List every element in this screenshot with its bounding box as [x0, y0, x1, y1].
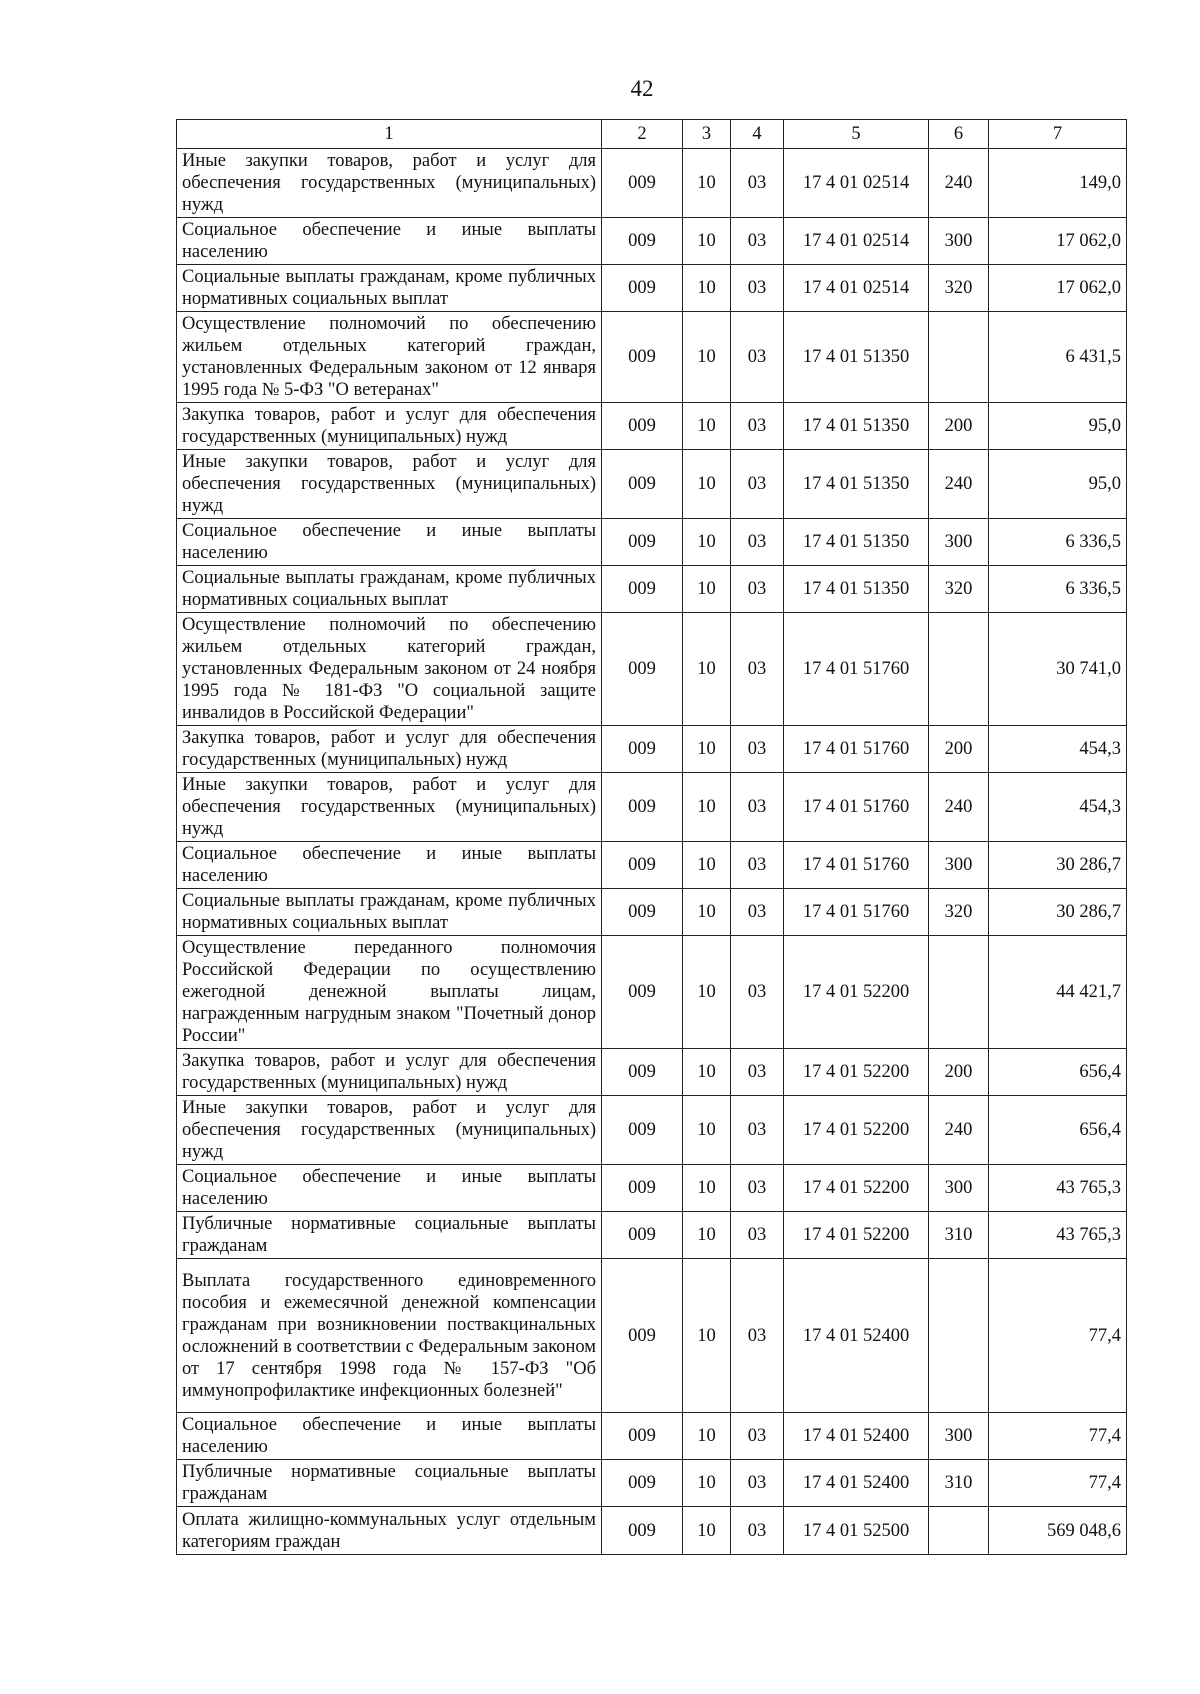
row-amount-cell: 149,0: [989, 149, 1127, 218]
table-row: [177, 613, 1127, 726]
table-row: [177, 936, 1127, 1049]
row-section-cell: 10: [683, 1212, 731, 1259]
row-subsection-cell: 03: [731, 613, 784, 726]
row-ved-cell: 009: [602, 1212, 683, 1259]
row-section-cell: 10: [683, 1049, 731, 1096]
header-col-1: 1: [177, 120, 602, 149]
row-name-cell: Закупка товаров, работ и услуг для обеспечения государственных (муниципальных) нужд: [177, 1049, 602, 1096]
row-section-cell: 10: [683, 403, 731, 450]
row-ved-cell: 009: [602, 726, 683, 773]
row-amount-cell: 6 336,5: [989, 566, 1127, 613]
row-target-code-cell: 17 4 01 52200: [784, 1212, 929, 1259]
row-amount-cell: 43 765,3: [989, 1165, 1127, 1212]
row-name-cell: Социальное обеспечение и иные выплаты населению: [177, 218, 602, 265]
row-amount-cell: 44 421,7: [989, 936, 1127, 1049]
row-subsection-cell: 03: [731, 1096, 784, 1165]
row-name-cell: Закупка товаров, работ и услуг для обеспечения государственных (муниципальных) нужд: [177, 726, 602, 773]
row-name-cell: Иные закупки товаров, работ и услуг для обеспечения государственных (муниципальных) нужд: [177, 773, 602, 842]
row-amount-cell: 6 336,5: [989, 519, 1127, 566]
row-name-cell: Закупка товаров, работ и услуг для обеспечения государственных (муниципальных) нужд: [177, 403, 602, 450]
table-row: [177, 1096, 1127, 1165]
row-expense-type-cell: 300: [929, 1413, 989, 1460]
row-subsection-cell: 03: [731, 403, 784, 450]
row-amount-cell: 77,4: [989, 1413, 1127, 1460]
row-subsection-cell: 03: [731, 1212, 784, 1259]
table-row: [177, 218, 1127, 265]
row-section-cell: 10: [683, 1413, 731, 1460]
row-subsection-cell: 03: [731, 149, 784, 218]
table-row: [177, 842, 1127, 889]
table-body: [177, 149, 1127, 1555]
table-row: [177, 403, 1127, 450]
row-target-code-cell: 17 4 01 52200: [784, 1049, 929, 1096]
row-target-code-cell: 17 4 01 51350: [784, 566, 929, 613]
row-amount-cell: 95,0: [989, 403, 1127, 450]
row-name-cell: Осуществление полномочий по обеспечению жильем отдельных категорий граждан, установленных Федеральным законом от 12 января 1995 года № 5-ФЗ "О ветеранах": [177, 312, 602, 403]
table-row: [177, 1460, 1127, 1507]
row-name-cell: Социальное обеспечение и иные выплаты населению: [177, 1413, 602, 1460]
row-ved-cell: 009: [602, 1413, 683, 1460]
table-row: [177, 149, 1127, 218]
row-subsection-cell: 03: [731, 1507, 784, 1555]
table-row: [177, 1413, 1127, 1460]
row-name-cell: Осуществление полномочий по обеспечению жильем отдельных категорий граждан, установленных Федеральным законом от 24 ноября 1995 года № 181-ФЗ "О социальной защите инвалидов в Российской Федерации": [177, 613, 602, 726]
row-ved-cell: 009: [602, 1165, 683, 1212]
row-expense-type-cell: 300: [929, 842, 989, 889]
row-target-code-cell: 17 4 01 52500: [784, 1507, 929, 1555]
row-amount-cell: 17 062,0: [989, 218, 1127, 265]
table-row: [177, 519, 1127, 566]
row-target-code-cell: 17 4 01 52400: [784, 1460, 929, 1507]
header-col-4: 4: [731, 120, 784, 149]
row-section-cell: 10: [683, 1165, 731, 1212]
row-ved-cell: 009: [602, 1507, 683, 1555]
row-amount-cell: 43 765,3: [989, 1212, 1127, 1259]
table-row: [177, 1259, 1127, 1413]
row-amount-cell: 30 741,0: [989, 613, 1127, 726]
row-amount-cell: 77,4: [989, 1460, 1127, 1507]
row-subsection-cell: 03: [731, 519, 784, 566]
row-section-cell: 10: [683, 312, 731, 403]
row-ved-cell: 009: [602, 450, 683, 519]
row-section-cell: 10: [683, 1259, 731, 1413]
row-name-cell: Социальные выплаты гражданам, кроме публичных нормативных социальных выплат: [177, 265, 602, 312]
row-ved-cell: 009: [602, 1259, 683, 1413]
row-amount-cell: 30 286,7: [989, 889, 1127, 936]
row-subsection-cell: 03: [731, 1460, 784, 1507]
row-expense-type-cell: 300: [929, 519, 989, 566]
header-col-3: 3: [683, 120, 731, 149]
row-target-code-cell: 17 4 01 51760: [784, 889, 929, 936]
row-subsection-cell: 03: [731, 566, 784, 613]
row-target-code-cell: 17 4 01 51760: [784, 773, 929, 842]
row-ved-cell: 009: [602, 1096, 683, 1165]
row-subsection-cell: 03: [731, 842, 784, 889]
row-section-cell: 10: [683, 889, 731, 936]
row-ved-cell: 009: [602, 936, 683, 1049]
row-amount-cell: 454,3: [989, 726, 1127, 773]
row-expense-type-cell: [929, 312, 989, 403]
row-subsection-cell: 03: [731, 773, 784, 842]
row-section-cell: 10: [683, 149, 731, 218]
row-target-code-cell: 17 4 01 02514: [784, 265, 929, 312]
row-expense-type-cell: 240: [929, 149, 989, 218]
table-row: [177, 566, 1127, 613]
row-target-code-cell: 17 4 01 02514: [784, 149, 929, 218]
row-name-cell: Социальные выплаты гражданам, кроме публичных нормативных социальных выплат: [177, 889, 602, 936]
row-ved-cell: 009: [602, 773, 683, 842]
row-section-cell: 10: [683, 519, 731, 566]
table-row: [177, 1049, 1127, 1096]
header-row: [177, 120, 1127, 149]
row-name-cell: Иные закупки товаров, работ и услуг для обеспечения государственных (муниципальных) нужд: [177, 450, 602, 519]
row-target-code-cell: 17 4 01 02514: [784, 218, 929, 265]
row-section-cell: 10: [683, 936, 731, 1049]
row-section-cell: 10: [683, 566, 731, 613]
table-row: [177, 1165, 1127, 1212]
row-expense-type-cell: [929, 936, 989, 1049]
row-name-cell: Социальные выплаты гражданам, кроме публичных нормативных социальных выплат: [177, 566, 602, 613]
row-expense-type-cell: 310: [929, 1460, 989, 1507]
row-ved-cell: 009: [602, 265, 683, 312]
row-target-code-cell: 17 4 01 51350: [784, 403, 929, 450]
table-row: [177, 889, 1127, 936]
row-ved-cell: 009: [602, 1460, 683, 1507]
row-target-code-cell: 17 4 01 52400: [784, 1259, 929, 1413]
row-subsection-cell: 03: [731, 889, 784, 936]
row-target-code-cell: 17 4 01 51350: [784, 450, 929, 519]
row-expense-type-cell: 240: [929, 773, 989, 842]
row-expense-type-cell: 300: [929, 1165, 989, 1212]
table-row: [177, 312, 1127, 403]
row-amount-cell: 454,3: [989, 773, 1127, 842]
row-expense-type-cell: [929, 1507, 989, 1555]
row-subsection-cell: 03: [731, 936, 784, 1049]
row-ved-cell: 009: [602, 312, 683, 403]
row-name-cell: Публичные нормативные социальные выплаты гражданам: [177, 1460, 602, 1507]
row-name-cell: Иные закупки товаров, работ и услуг для обеспечения государственных (муниципальных) нужд: [177, 149, 602, 218]
table-row: [177, 1507, 1127, 1555]
row-target-code-cell: 17 4 01 52200: [784, 1096, 929, 1165]
row-name-cell: Социальное обеспечение и иные выплаты населению: [177, 519, 602, 566]
row-amount-cell: 569 048,6: [989, 1507, 1127, 1555]
row-ved-cell: 009: [602, 613, 683, 726]
row-amount-cell: 30 286,7: [989, 842, 1127, 889]
row-expense-type-cell: [929, 1259, 989, 1413]
row-expense-type-cell: 300: [929, 218, 989, 265]
row-expense-type-cell: [929, 613, 989, 726]
row-subsection-cell: 03: [731, 265, 784, 312]
row-target-code-cell: 17 4 01 51760: [784, 613, 929, 726]
table-row: [177, 1212, 1127, 1259]
table-row: [177, 773, 1127, 842]
row-name-cell: Социальное обеспечение и иные выплаты населению: [177, 1165, 602, 1212]
row-name-cell: Социальное обеспечение и иные выплаты населению: [177, 842, 602, 889]
row-name-cell: Иные закупки товаров, работ и услуг для обеспечения государственных (муниципальных) нужд: [177, 1096, 602, 1165]
row-subsection-cell: 03: [731, 312, 784, 403]
row-expense-type-cell: 320: [929, 265, 989, 312]
row-amount-cell: 656,4: [989, 1096, 1127, 1165]
row-target-code-cell: 17 4 01 51760: [784, 842, 929, 889]
header-col-2: 2: [602, 120, 683, 149]
row-expense-type-cell: 200: [929, 1049, 989, 1096]
row-name-cell: Выплата государственного единовременного пособия и ежемесячной денежной компенсации гражданам при возникновении поствакцинальных осложнений в соответствии с Федеральным законом от 17 сентября 1998 года № 157-ФЗ "Об иммунопрофилактике инфекционных болезней": [177, 1259, 602, 1413]
row-amount-cell: 656,4: [989, 1049, 1127, 1096]
row-subsection-cell: 03: [731, 1165, 784, 1212]
row-section-cell: 10: [683, 842, 731, 889]
row-expense-type-cell: 320: [929, 889, 989, 936]
row-expense-type-cell: 240: [929, 1096, 989, 1165]
row-section-cell: 10: [683, 1507, 731, 1555]
row-ved-cell: 009: [602, 842, 683, 889]
row-amount-cell: 6 431,5: [989, 312, 1127, 403]
table-row: [177, 726, 1127, 773]
row-name-cell: Осуществление переданного полномочия Российской Федерации по осуществлению ежегодной денежной выплаты лицам, награжденным нагрудным знаком "Почетный донор России": [177, 936, 602, 1049]
row-ved-cell: 009: [602, 149, 683, 218]
row-target-code-cell: 17 4 01 52200: [784, 1165, 929, 1212]
row-amount-cell: 77,4: [989, 1259, 1127, 1413]
row-expense-type-cell: 310: [929, 1212, 989, 1259]
budget-table: [176, 119, 1127, 1555]
row-subsection-cell: 03: [731, 726, 784, 773]
row-section-cell: 10: [683, 1460, 731, 1507]
row-section-cell: 10: [683, 773, 731, 842]
row-expense-type-cell: 200: [929, 726, 989, 773]
row-target-code-cell: 17 4 01 51350: [784, 519, 929, 566]
row-subsection-cell: 03: [731, 218, 784, 265]
row-ved-cell: 009: [602, 1049, 683, 1096]
row-ved-cell: 009: [602, 519, 683, 566]
row-amount-cell: 95,0: [989, 450, 1127, 519]
row-section-cell: 10: [683, 450, 731, 519]
row-target-code-cell: 17 4 01 51350: [784, 312, 929, 403]
header-col-6: 6: [929, 120, 989, 149]
page-number: 42: [630, 76, 654, 101]
row-ved-cell: 009: [602, 218, 683, 265]
row-subsection-cell: 03: [731, 1413, 784, 1460]
row-section-cell: 10: [683, 726, 731, 773]
row-ved-cell: 009: [602, 889, 683, 936]
header-col-7: 7: [989, 120, 1127, 149]
row-ved-cell: 009: [602, 566, 683, 613]
row-subsection-cell: 03: [731, 1259, 784, 1413]
row-expense-type-cell: 320: [929, 566, 989, 613]
row-section-cell: 10: [683, 265, 731, 312]
row-subsection-cell: 03: [731, 1049, 784, 1096]
row-target-code-cell: 17 4 01 52200: [784, 936, 929, 1049]
row-section-cell: 10: [683, 613, 731, 726]
table-row: [177, 265, 1127, 312]
header-col-5: 5: [784, 120, 929, 149]
row-expense-type-cell: 200: [929, 403, 989, 450]
row-section-cell: 10: [683, 218, 731, 265]
table-row: [177, 450, 1127, 519]
row-target-code-cell: 17 4 01 52400: [784, 1413, 929, 1460]
row-amount-cell: 17 062,0: [989, 265, 1127, 312]
row-ved-cell: 009: [602, 403, 683, 450]
row-section-cell: 10: [683, 1096, 731, 1165]
row-name-cell: Оплата жилищно-коммунальных услуг отдельным категориям граждан: [177, 1507, 602, 1555]
row-expense-type-cell: 240: [929, 450, 989, 519]
row-name-cell: Публичные нормативные социальные выплаты гражданам: [177, 1212, 602, 1259]
row-subsection-cell: 03: [731, 450, 784, 519]
row-target-code-cell: 17 4 01 51760: [784, 726, 929, 773]
